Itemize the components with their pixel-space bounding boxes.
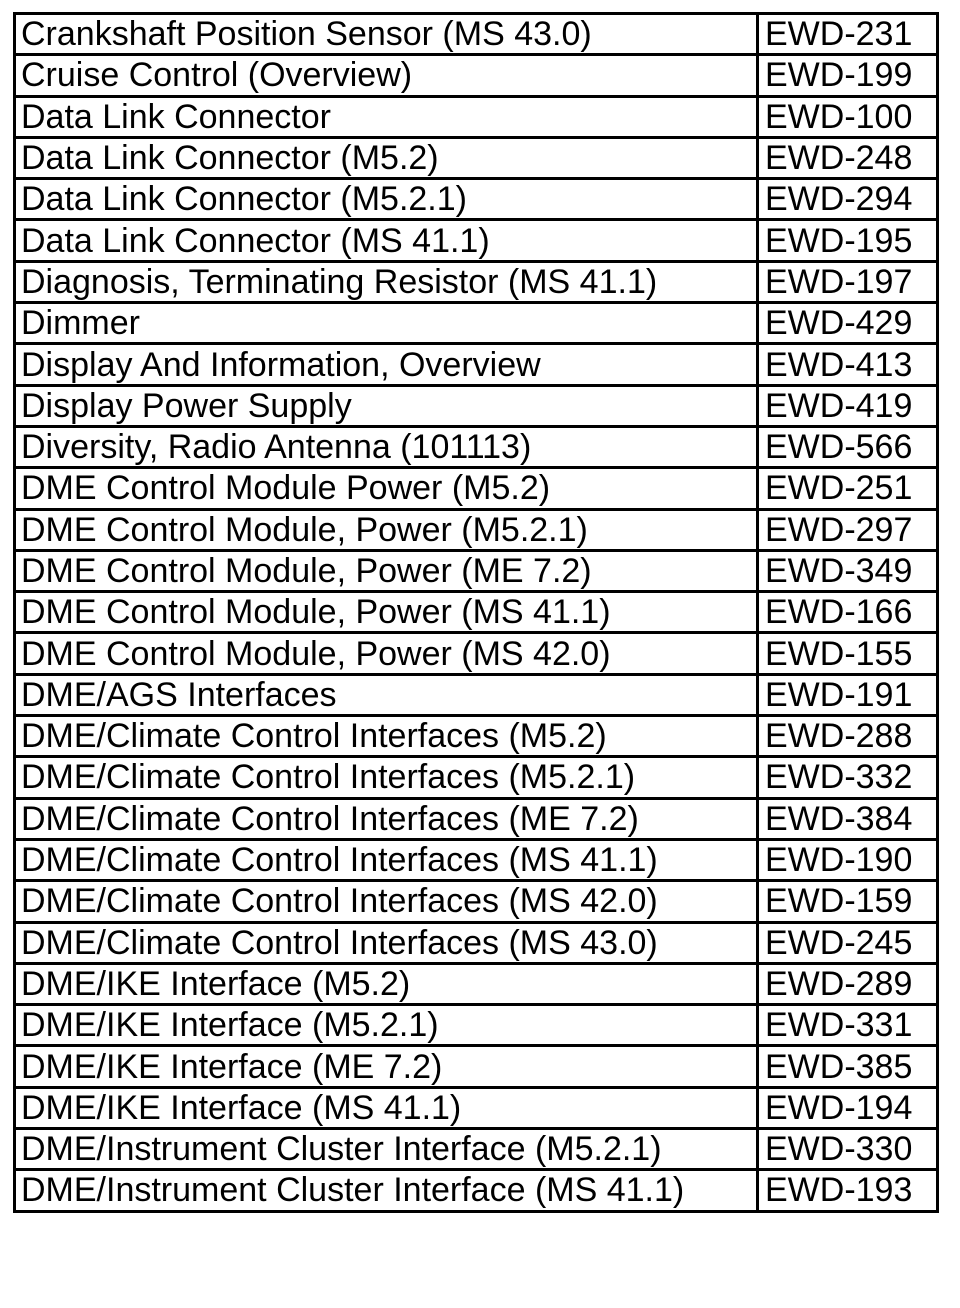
index-table-body xyxy=(15,14,938,1212)
diagram-code-cell: EWD-197 xyxy=(758,261,938,302)
table-row xyxy=(15,1129,938,1170)
table-row xyxy=(15,426,938,467)
table-row xyxy=(15,261,938,302)
component-title-cell: DME Control Module, Power (MS 41.1) xyxy=(15,592,758,633)
diagram-code-cell: EWD-385 xyxy=(758,1046,938,1087)
table-row xyxy=(15,509,938,550)
table-row xyxy=(15,96,938,137)
diagram-code-cell: EWD-199 xyxy=(758,55,938,96)
table-row xyxy=(15,716,938,757)
table-row xyxy=(15,220,938,261)
diagram-code-cell: EWD-419 xyxy=(758,385,938,426)
table-row xyxy=(15,757,938,798)
diagram-code-cell: EWD-332 xyxy=(758,757,938,798)
diagram-code-cell: EWD-429 xyxy=(758,303,938,344)
diagram-code-cell: EWD-289 xyxy=(758,963,938,1004)
component-title-cell: DME Control Module, Power (ME 7.2) xyxy=(15,550,758,591)
table-row xyxy=(15,344,938,385)
component-title-cell: Data Link Connector (MS 41.1) xyxy=(15,220,758,261)
component-title-cell: DME/IKE Interface (MS 41.1) xyxy=(15,1087,758,1128)
table-row xyxy=(15,1046,938,1087)
table-row xyxy=(15,633,938,674)
table-row xyxy=(15,798,938,839)
table-row xyxy=(15,1170,938,1211)
diagram-code-cell: EWD-294 xyxy=(758,179,938,220)
diagram-code-cell: EWD-330 xyxy=(758,1129,938,1170)
component-title-cell: DME/Climate Control Interfaces (MS 43.0) xyxy=(15,922,758,963)
component-title-cell: DME/Climate Control Interfaces (M5.2) xyxy=(15,716,758,757)
table-row xyxy=(15,55,938,96)
component-title-cell: DME/Climate Control Interfaces (M5.2.1) xyxy=(15,757,758,798)
component-title-cell: DME Control Module, Power (M5.2.1) xyxy=(15,509,758,550)
diagram-code-cell: EWD-384 xyxy=(758,798,938,839)
table-row xyxy=(15,14,938,55)
diagram-code-cell: EWD-251 xyxy=(758,468,938,509)
component-title-cell: Diversity, Radio Antenna (101113) xyxy=(15,426,758,467)
component-title-cell: DME/IKE Interface (M5.2.1) xyxy=(15,1005,758,1046)
diagram-code-cell: EWD-195 xyxy=(758,220,938,261)
table-row xyxy=(15,922,938,963)
diagram-code-cell: EWD-297 xyxy=(758,509,938,550)
component-title-cell: Display Power Supply xyxy=(15,385,758,426)
diagram-code-cell: EWD-288 xyxy=(758,716,938,757)
table-row xyxy=(15,137,938,178)
table-row xyxy=(15,881,938,922)
component-title-cell: Data Link Connector (M5.2.1) xyxy=(15,179,758,220)
component-title-cell: DME/Climate Control Interfaces (MS 41.1) xyxy=(15,839,758,880)
diagram-code-cell: EWD-159 xyxy=(758,881,938,922)
diagram-code-cell: EWD-190 xyxy=(758,839,938,880)
component-title-cell: Crankshaft Position Sensor (MS 43.0) xyxy=(15,14,758,55)
component-title-cell: DME Control Module Power (M5.2) xyxy=(15,468,758,509)
table-row xyxy=(15,592,938,633)
diagram-code-cell: EWD-100 xyxy=(758,96,938,137)
diagram-code-cell: EWD-331 xyxy=(758,1005,938,1046)
component-title-cell: DME/IKE Interface (M5.2) xyxy=(15,963,758,1004)
diagram-code-cell: EWD-155 xyxy=(758,633,938,674)
table-row xyxy=(15,839,938,880)
component-title-cell: Cruise Control (Overview) xyxy=(15,55,758,96)
table-row xyxy=(15,674,938,715)
diagram-code-cell: EWD-166 xyxy=(758,592,938,633)
table-row xyxy=(15,385,938,426)
component-title-cell: DME/IKE Interface (ME 7.2) xyxy=(15,1046,758,1087)
diagram-code-cell: EWD-193 xyxy=(758,1170,938,1211)
component-title-cell: Display And Information, Overview xyxy=(15,344,758,385)
table-row xyxy=(15,468,938,509)
component-title-cell: Diagnosis, Terminating Resistor (MS 41.1) xyxy=(15,261,758,302)
component-title-cell: DME/Instrument Cluster Interface (M5.2.1) xyxy=(15,1129,758,1170)
table-row xyxy=(15,1005,938,1046)
component-title-cell: DME/AGS Interfaces xyxy=(15,674,758,715)
component-title-cell: DME Control Module, Power (MS 42.0) xyxy=(15,633,758,674)
table-row xyxy=(15,179,938,220)
wiring-diagram-index-table xyxy=(13,12,939,1213)
component-title-cell: DME/Climate Control Interfaces (ME 7.2) xyxy=(15,798,758,839)
table-row xyxy=(15,303,938,344)
table-row xyxy=(15,1087,938,1128)
diagram-code-cell: EWD-245 xyxy=(758,922,938,963)
diagram-code-cell: EWD-413 xyxy=(758,344,938,385)
diagram-code-cell: EWD-248 xyxy=(758,137,938,178)
table-row xyxy=(15,550,938,591)
diagram-code-cell: EWD-231 xyxy=(758,14,938,55)
diagram-code-cell: EWD-349 xyxy=(758,550,938,591)
component-title-cell: DME/Climate Control Interfaces (MS 42.0) xyxy=(15,881,758,922)
diagram-code-cell: EWD-194 xyxy=(758,1087,938,1128)
diagram-code-cell: EWD-566 xyxy=(758,426,938,467)
component-title-cell: Dimmer xyxy=(15,303,758,344)
component-title-cell: DME/Instrument Cluster Interface (MS 41.1) xyxy=(15,1170,758,1211)
component-title-cell: Data Link Connector xyxy=(15,96,758,137)
component-title-cell: Data Link Connector (M5.2) xyxy=(15,137,758,178)
table-row xyxy=(15,963,938,1004)
diagram-code-cell: EWD-191 xyxy=(758,674,938,715)
